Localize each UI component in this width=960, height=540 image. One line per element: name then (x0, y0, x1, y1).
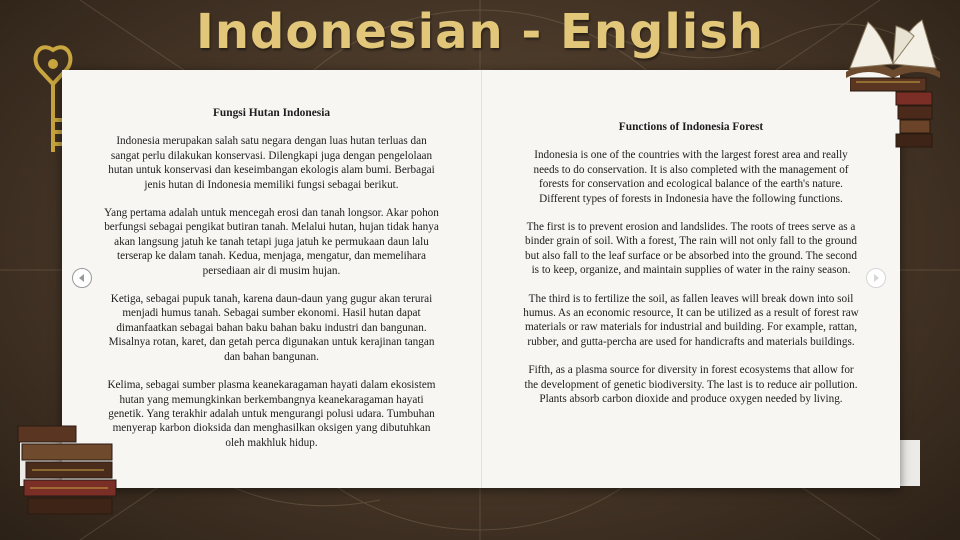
chevron-right-icon (871, 273, 881, 283)
chevron-left-icon (77, 273, 87, 283)
right-page (481, 70, 900, 488)
left-page (62, 70, 481, 488)
left-paragraph: Kelima, sebagai sumber plasma keanekaragaman hayati dalam ekosistem hutan yang memungkinkan berkembangnya keanekaragaman hayati genetik. Yang terakhir adalah untuk mengurangi polusi udara. Tumbuhan menyerap karbon dioksida dan menghasilkan oksigen yang dibutuhkan oleh makhluk hidup. (107, 379, 436, 449)
left-paragraph: Yang pertama adalah untuk mencegah erosi dan tanah longsor. Akar pohon berfungsi sebagai pengikat butiran tanah. Melalui hutan, hujan tidak hanya akan langsung jatuh ke tanah tetapi juga jatuh ke permukaan daun lalu terserap ke dalam tanah. Kedua, menjaga, mengatur, dan memelihara persediaan air di musim hujan. (104, 207, 439, 277)
left-paragraph: Indonesia merupakan salah satu negara dengan luas hutan terluas dan sangat perlu dilakukan konservasi. Dilengkapi juga dengan pengelolaan hutan untuk konservasi dan keseimbangan ekologis alam bumi. Berbagai jenis hutan di Indonesia memiliki fungsi sebagai berikut. (108, 135, 435, 191)
slide-title: Indonesian - English (196, 4, 764, 60)
open-book-icon (838, 16, 948, 82)
left-page-heading: Fungsi Hutan Indonesia (212, 107, 331, 119)
right-paragraph: Indonesia is one of the countries with the largest forest area and really needs to do conservation. It is also completed with the management of forests for conservation and ecological balance of the earth's nature. Different types of forests in Indonesia have the following functions. (533, 149, 849, 205)
prev-page-button[interactable] (72, 268, 92, 288)
book-stack-icon (850, 76, 934, 150)
book-spread (62, 70, 900, 488)
right-paragraph: The third is to fertilize the soil, as fallen leaves will break down into soil humus. As an economic resource, It can be utilized as a result of forest raw materials or raw materials for industrial and building. For example, rattan, rubber, and gutta-percha are used for handicrafts and materials buildings. (523, 292, 859, 348)
right-paragraph: The first is to prevent erosion and landslides. The roots of trees serve as a binder grain of soil. With a forest, The rain will not only fall to the ground but also fall to the leaf surface or be absorbed into the ground. The second is to keep, organize, and maintain supplies of water in the rainy season. (525, 221, 857, 277)
book-stack-icon (14, 424, 118, 516)
next-page-button[interactable] (866, 268, 886, 288)
right-paragraph: Fifth, as a plasma source for diversity in forest ecosystems that allow for the development of genetic biodiversity. The last is to reduce air pollution. Plants absorb carbon dioxide and produce oxygen needed by living. (524, 364, 858, 406)
right-page-heading: Functions of Indonesia Forest (618, 121, 764, 133)
left-paragraph: Ketiga, sebagai pupuk tanah, karena daun-daun yang gugur akan terurai menjadi humus tanah. Sebagai sumber ekonomi. Hasil hutan dapat dimanfaatkan sebagai bahan baku bahan baku industri dan bangunan. Misalnya rotan, karet, dan getah perca digunakan untuk kerajinan tangan dan bahan bangunan. (108, 293, 435, 363)
